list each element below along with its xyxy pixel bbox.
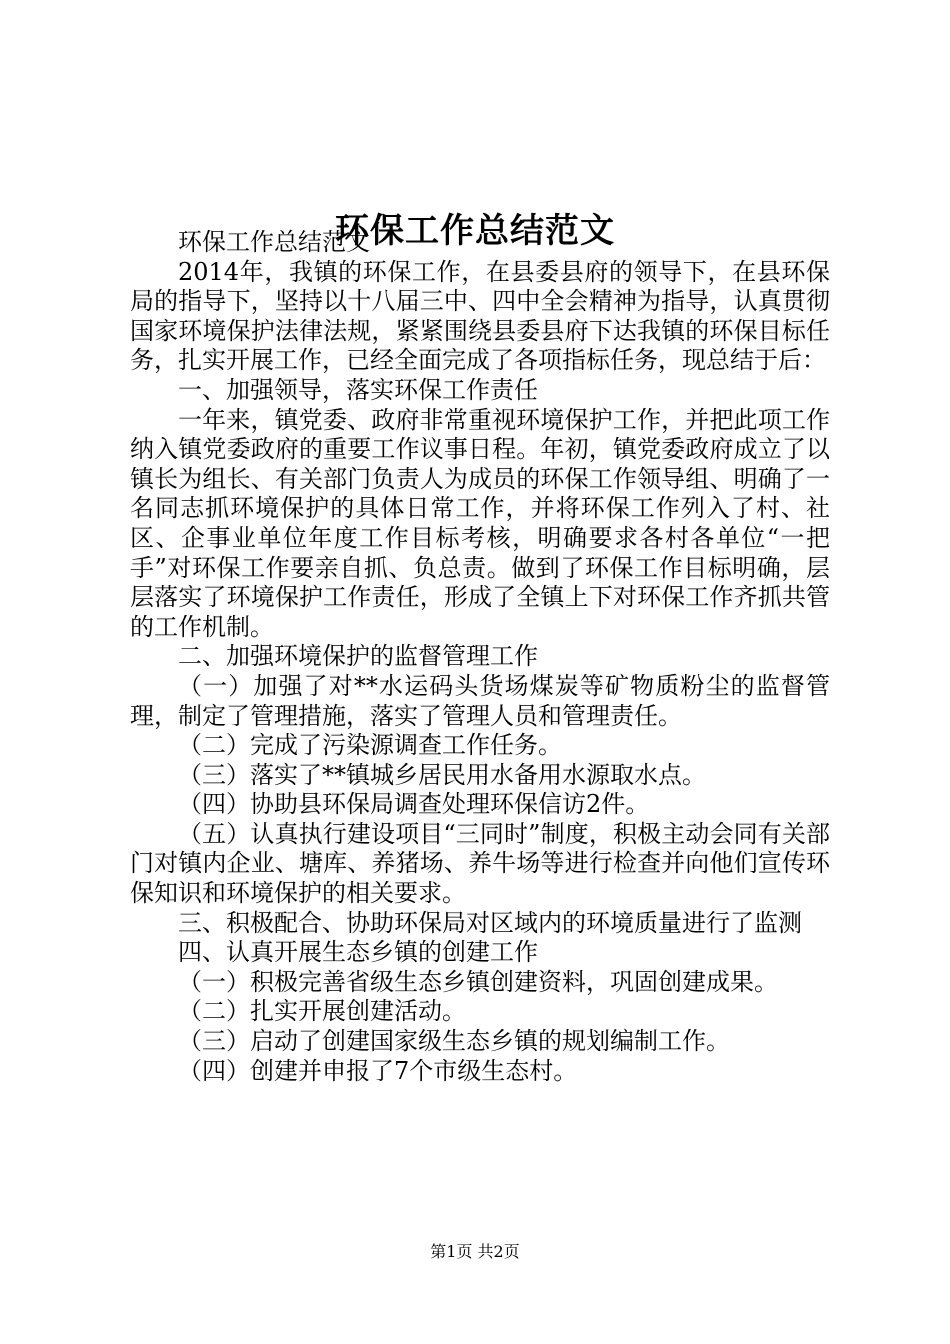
section-heading-1: 一、加强领导，落实环保工作责任: [178, 375, 538, 404]
section-4-item-4: （四）创建并申报了7个市级生态村。: [178, 1056, 578, 1085]
section-heading-3: 三、积极配合、协助环保局对区域内的环境质量进行了监测: [178, 908, 802, 937]
subtitle-paragraph: 环保工作总结范文: [178, 228, 370, 256]
section-2-item-5: （五）认真执行建设项目“三同时”制度，积极主动会同有关部门对镇内企业、塘库、养猪场、养牛场等进行检查并向他们宣传环保知识和环境保护的相关要求。: [130, 819, 830, 908]
section-4-item-3: （三）启动了创建国家级生态乡镇的规划编制工作。: [178, 1027, 730, 1056]
page-title: 环保工作总结范文: [335, 210, 615, 251]
section-heading-4: 四、认真开展生态乡镇的创建工作: [178, 938, 538, 967]
section-heading-2: 二、加强环境保护的监督管理工作: [178, 642, 538, 671]
section-4-item-1: （一）积极完善省级生态乡镇创建资料，巩固创建成果。: [178, 967, 778, 996]
intro-paragraph: 2014年，我镇的环保工作，在县委县府的领导下，在县环保局的指导下，坚持以十八届三中、四中全会精神为指导，认真贯彻国家环境保护法律法规，紧紧围绕县委县府下达我镇的环保目标任务，扎实开展工作，已经全面完成了各项指标任务，现总结于后：: [130, 257, 830, 375]
section-2-item-1: （一）加强了对**水运码头货场煤炭等矿物质粉尘的监督管理，制定了管理措施，落实了管理人员和管理责任。: [130, 671, 830, 730]
page-number-footer: 第1页 共2页: [430, 1242, 520, 1261]
section-2-item-2: （二）完成了污染源调查工作任务。: [178, 731, 562, 760]
section-1-paragraph: 一年来，镇党委、政府非常重视环境保护工作，并把此项工作纳入镇党委政府的重要工作议事日程。年初，镇党委政府成立了以镇长为组长、有关部门负责人为成员的环保工作领导组、明确了一名同志抓环境保护的具体日常工作，并将环保工作列入了村、社区、企事业单位年度工作目标考核，明确要求各村各单位“一把手”对环保工作要亲自抓、负总责。做到了环保工作目标明确，层层落实了环境保护工作责任，形成了全镇上下对环保工作齐抓共管的工作机制。: [130, 405, 830, 641]
section-4-item-2: （二）扎实开展创建活动。: [178, 997, 466, 1026]
section-2-item-4: （四）协助县环保局调查处理环保信访2件。: [178, 790, 650, 819]
document-body: [130, 228, 830, 1086]
section-2-item-3: （三）落实了**镇城乡居民用水备用水源取水点。: [178, 760, 706, 789]
